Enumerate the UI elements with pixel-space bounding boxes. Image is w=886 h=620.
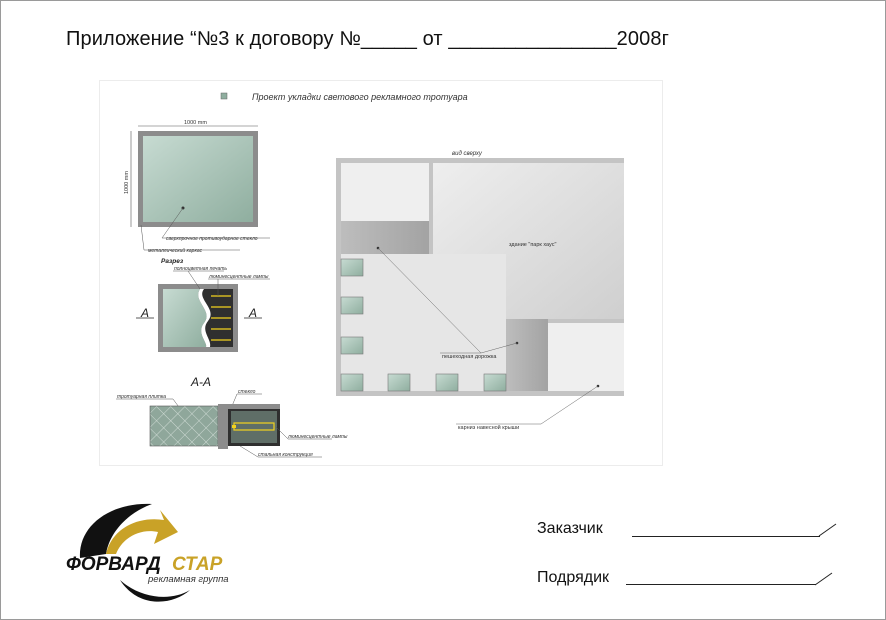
print-label: полноцветная печать (174, 266, 228, 272)
contractor-signature-line (626, 584, 816, 585)
section-aa-title: A-A (191, 375, 212, 389)
document-title: Приложение “№3 к договору №_____ от _______________2008г (66, 28, 669, 50)
glass-label: сверхпрочное противоударное стекло (166, 236, 258, 242)
lamps-short-label: люминесцентные лампы (288, 434, 348, 440)
frame-leader-line (141, 225, 144, 250)
company-logo (60, 498, 260, 610)
plan-courtyard (341, 254, 506, 391)
top-view-label: вид сверху (452, 151, 482, 157)
canopy-label: карниз навесной крыши (458, 425, 520, 431)
technical-drawing (100, 81, 662, 465)
light-panel (436, 374, 458, 391)
plan-walkway-horizontal (341, 221, 429, 254)
height-dimension-label: 1000 mm (124, 171, 130, 194)
customer-signature-label: Заказчик (537, 520, 603, 537)
contractor-signature-tick (814, 571, 834, 587)
steel-label: стальная конструкция (258, 452, 313, 458)
title-marker (221, 93, 227, 99)
tile-label: тротуарная плитка (117, 394, 167, 400)
width-dimension-label: 1000 mm (184, 120, 207, 126)
contractor-signature-label: Подрядик (537, 569, 610, 586)
light-panel (341, 337, 363, 354)
steel-joint (218, 404, 228, 449)
logo-name-left: ФОРВАРД (66, 554, 161, 575)
light-panel (484, 374, 506, 391)
drawing-svg (100, 81, 662, 465)
lamp-socket (232, 425, 236, 428)
light-panel (341, 374, 363, 391)
drawing-title: Проект укладки светового рекламного тротуара (252, 92, 468, 102)
section-title: Разрез (161, 258, 184, 265)
plan-area-topleft (341, 163, 429, 221)
frame-label: металлический каркас (148, 248, 203, 254)
panel-glass (143, 136, 253, 222)
plan-walkway-vertical (506, 319, 548, 391)
lamps-label: люминесцентные лампы (209, 274, 269, 280)
steel-leader (240, 446, 258, 457)
steel-top (228, 404, 280, 409)
customer-signature-tick (818, 522, 838, 538)
section-marker-right: A (249, 306, 258, 320)
light-panel (341, 259, 363, 276)
logo-svg (60, 498, 260, 610)
glass-short-label: стекло (238, 389, 256, 395)
tile-block (150, 406, 218, 446)
building-label: здание "парк хаус" (509, 242, 557, 248)
lamp-box-glass (231, 411, 277, 443)
section-marker-left: A (141, 306, 150, 320)
light-panel (388, 374, 410, 391)
plan-canopy-area (548, 323, 624, 391)
logo-tagline: рекламная группа (148, 574, 229, 585)
customer-signature-line (632, 536, 820, 537)
light-panel (341, 297, 363, 314)
logo-name-right: СТАР (172, 554, 223, 575)
walkway-label: пешеходная дорожка (442, 354, 497, 360)
